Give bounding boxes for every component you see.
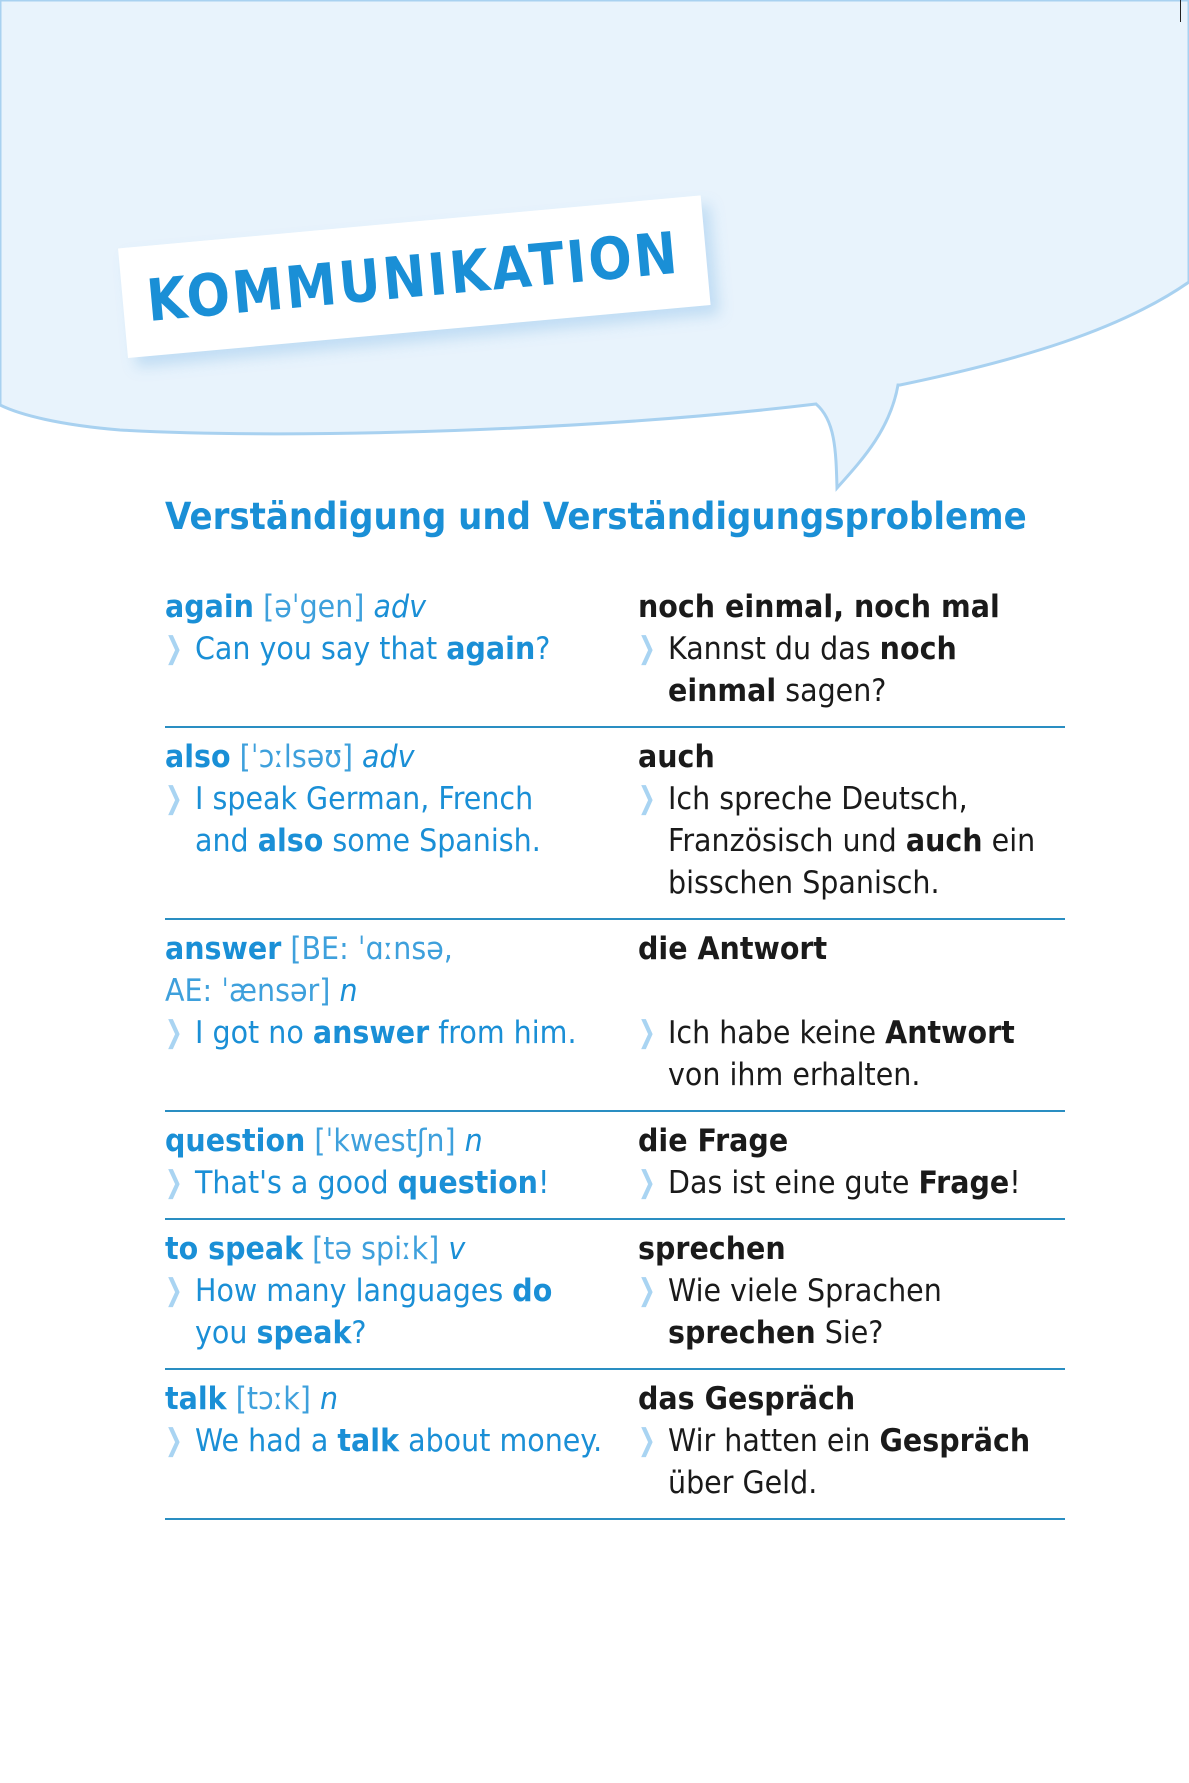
- example-english-text: That's a good question!: [195, 1165, 550, 1201]
- section-title: Verständigung und Verständigungsprobleme: [165, 495, 1027, 538]
- example-german-text: Wie viele Sprachen sprechen Sie?: [668, 1273, 942, 1351]
- translation: die Antwort: [638, 931, 828, 967]
- headword-line: [165, 928, 600, 970]
- chevron-right-icon: ❯: [638, 1165, 656, 1200]
- chevron-right-icon: ❯: [165, 781, 183, 816]
- headword-line: [165, 1120, 600, 1162]
- chevron-right-icon: ❯: [638, 1423, 656, 1458]
- example-english-text: How many languages do you speak?: [195, 1273, 553, 1351]
- headword: answer: [165, 931, 282, 967]
- chevron-right-icon: ❯: [165, 1165, 183, 1200]
- example-english: [165, 628, 638, 670]
- pronunciation: [BE: ˈɑːnsə,: [290, 931, 453, 967]
- part-of-speech: adv: [373, 589, 426, 625]
- example-german: [638, 628, 1065, 712]
- headword: again: [165, 589, 254, 625]
- vocabulary-list: [165, 578, 1065, 1520]
- headword-line: [165, 1228, 600, 1270]
- example-german-text: Ich habe keine Antwort von ihm erhalten.: [668, 1015, 1015, 1093]
- example-german: [638, 1162, 1065, 1204]
- example-german: [638, 1012, 1065, 1096]
- translation: sprechen: [638, 1231, 786, 1267]
- example-english: [165, 1420, 638, 1462]
- english-column: [165, 1120, 638, 1204]
- example-german: [638, 778, 1067, 904]
- vocabulary-entry-answer: [165, 920, 1065, 1112]
- chapter-title: KOMMUNIKATION: [143, 218, 683, 335]
- headword: to speak: [165, 1231, 304, 1267]
- english-column: [165, 736, 638, 904]
- pronunciation-continued: AE: ˈænsər]: [165, 973, 340, 1009]
- example-english: [165, 1012, 638, 1054]
- vocabulary-entry-question: [165, 1112, 1065, 1220]
- example-german-text: Kannst du das noch einmal sagen?: [668, 631, 957, 709]
- english-column: [165, 928, 638, 1096]
- headword-line: [165, 1378, 600, 1420]
- translation: die Frage: [638, 1123, 789, 1159]
- part-of-speech: n: [464, 1123, 483, 1159]
- pronunciation: [ˈkwestʃn]: [314, 1123, 465, 1159]
- english-column: [165, 586, 638, 712]
- part-of-speech: adv: [362, 739, 415, 775]
- example-german-text: Ich spreche Deutsch, Französisch und auch ein bisschen Spanisch.: [668, 781, 1036, 901]
- german-column: [638, 1378, 1065, 1504]
- example-english-text: We had a talk about money.: [195, 1423, 603, 1459]
- example-german: [638, 1420, 1065, 1504]
- example-english: [165, 1270, 638, 1354]
- headword-line: [165, 736, 600, 778]
- pronunciation: [tɔːk]: [235, 1381, 320, 1417]
- german-column: [638, 736, 1067, 904]
- chevron-right-icon: ❯: [638, 781, 656, 816]
- vocabulary-entry-talk: [165, 1370, 1065, 1520]
- chevron-right-icon: ❯: [638, 631, 656, 666]
- english-column: [165, 1228, 638, 1354]
- pronunciation: [tə spiːk]: [312, 1231, 449, 1267]
- pronunciation: [əˈgen]: [263, 589, 374, 625]
- translation: noch einmal, noch mal: [638, 589, 1000, 625]
- german-column: [638, 586, 1065, 712]
- headword-line: [165, 586, 600, 628]
- example-english: [165, 778, 638, 862]
- german-column: [638, 1228, 1065, 1354]
- translation: auch: [638, 739, 715, 775]
- example-german-text: Das ist eine gute Frage!: [668, 1165, 1021, 1201]
- example-english-text: Can you say that again?: [195, 631, 551, 667]
- headword: also: [165, 739, 231, 775]
- chevron-right-icon: ❯: [165, 1423, 183, 1458]
- example-german: [638, 1270, 1065, 1354]
- chevron-right-icon: ❯: [165, 1273, 183, 1308]
- headword-line-2: [165, 970, 600, 1012]
- german-column: [638, 1120, 1065, 1204]
- pronunciation: [ˈɔːlsəʊ]: [239, 739, 363, 775]
- part-of-speech: n: [339, 973, 358, 1009]
- headword: question: [165, 1123, 306, 1159]
- chevron-right-icon: ❯: [165, 1015, 183, 1050]
- example-english: [165, 1162, 638, 1204]
- crop-mark: [1180, 0, 1181, 22]
- chevron-right-icon: ❯: [638, 1015, 656, 1050]
- example-english-text: I got no answer from him.: [195, 1015, 577, 1051]
- chevron-right-icon: ❯: [165, 631, 183, 666]
- headword: talk: [165, 1381, 227, 1417]
- part-of-speech: v: [448, 1231, 466, 1267]
- chevron-right-icon: ❯: [638, 1273, 656, 1308]
- vocabulary-entry-again: [165, 578, 1065, 728]
- vocabulary-entry-also: [165, 728, 1065, 920]
- vocabulary-entry-to-speak: [165, 1220, 1065, 1370]
- english-column: [165, 1378, 638, 1504]
- german-column: [638, 928, 1065, 1096]
- translation: das Gespräch: [638, 1381, 856, 1417]
- example-english-text: I speak German, French and also some Spanish.: [195, 781, 541, 859]
- example-german-text: Wir hatten ein Gespräch über Geld.: [668, 1423, 1031, 1501]
- part-of-speech: n: [319, 1381, 339, 1417]
